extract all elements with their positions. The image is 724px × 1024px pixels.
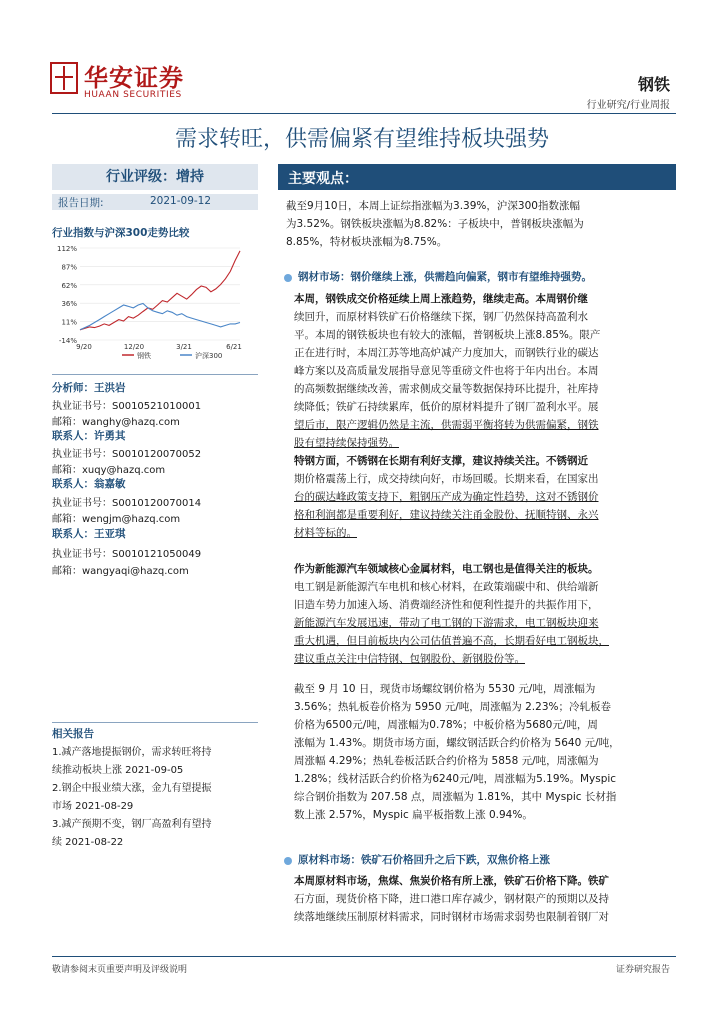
contact-email-3: 邮箱：wangyaqi@hazq.com: [52, 566, 189, 577]
report-type: 行业研究/行业周报: [586, 100, 670, 111]
related-item-date: 市场 2021-08-29: [52, 801, 134, 812]
logo-text: 华安证券: [84, 64, 184, 92]
related-item-date: 续推动板块上涨 2021-09-05: [52, 765, 184, 776]
contact-header-3: 联系人：王亚琪: [52, 528, 126, 540]
legend-label: 钢铁: [137, 352, 151, 360]
intro-paragraph: 截至9月10日，本周上证综指涨幅为3.39%，沪深300指数涨幅 为3.52%。钢铁板块涨幅为8.82%：子板块中，普钢板块涨幅为 8.85%，特材板块涨幅为8.75%。: [286, 200, 584, 248]
y-tick-label: -14%: [58, 337, 77, 345]
main-points-header: 主要观点：: [288, 171, 358, 187]
footer-disclaimer[interactable]: 敬请参阅末页重要声明及评级说明: [52, 965, 188, 975]
steel-market-paragraph: 本周，钢铁成交价格延续上周上涨趋势，继续走高。本周钢价继 续回升，而原材料铁矿石价格继续下探，钢厂仍然保持高盈利水 平。本周的钢铁板块也有较大的涨幅，普钢板块上涨8.85%。限产 正在进行时，本周江苏等地高炉减产力度加大，而钢铁行业的碳达 峰方案以及高质量发展指导意见等重磅文件也将于年内出台。本周 的高频数据继续改善，需求侧成交量等数据保持环比提升，社库持 续降低；铁矿石持续累库，低价的原材料提升了钢厂盈利水平。展 望后市，限产逻辑仍然是主流，供需弱平衡将转为供需偏紧，钢铁 股有望持续保持强势。: [294, 293, 601, 449]
series-line-沪深300: [80, 304, 240, 330]
special-steel-paragraph: 特钢方面，不锈钢在长期有利好支撑，建议持续关注。不锈钢近 期价格震荡上行，成交持续向好，市场回暖。长期来看，在国家出 台的碳达峰政策支持下，粗钢压产成为确定性趋势，这对不锈钢价 格和利润都是重要利好，建议持续关注甬金股份、抚顺特钢、永兴 材料等标的。: [294, 455, 599, 539]
index-chart-svg: [52, 240, 258, 364]
report-date-label: 报告日期:: [58, 197, 104, 209]
index-chart: [52, 240, 258, 364]
series-line-钢铁: [80, 251, 240, 330]
related-item-date: 续 2021-08-22: [52, 837, 124, 848]
related-header: 相关报告: [52, 728, 94, 740]
main-points-bar: [278, 164, 676, 190]
report-date-row: [52, 194, 258, 210]
related-item[interactable]: 1.减产落地提振钢价，需求转旺将持: [52, 747, 212, 758]
contact-email-2: 邮箱：wengjm@hazq.com: [52, 514, 181, 525]
contact-cert-1: 执业证书号：S0010120070052: [52, 449, 202, 460]
analyst-header: 分析师：王洪岩: [52, 382, 126, 394]
contact-cert-2: 执业证书号：S0010120070014: [52, 498, 202, 509]
y-tick-label: 62%: [61, 281, 77, 290]
contact-cert-3: 执业证书号：S0010121050049: [52, 549, 202, 560]
raw-material-paragraph: 本周原材料市场，焦煤、焦炭价格有所上涨，铁矿石价格下降。铁矿 石方面，现货价格下降，进口港口库存减少，钢材限产的预期以及持 续落地继续压制原材料需求，同时钢材市场需求弱势也限制着钢厂对: [294, 875, 609, 923]
logo-english: HUAAN SECURITIES: [84, 90, 182, 100]
raw-material-header: 原材料市场：铁矿石价格回升之后下跌，双焦价格上涨: [298, 854, 550, 866]
related-divider: [52, 722, 258, 723]
related-list: [52, 744, 262, 852]
legend-label: 沪深300: [195, 352, 223, 360]
y-tick-label: 36%: [61, 300, 77, 309]
y-tick-label: 112%: [56, 245, 77, 253]
bullet-dot: [284, 857, 292, 865]
contact-header-1: 联系人：许勇其: [52, 430, 126, 442]
chart-title: 行业指数与沪深300走势比较: [52, 227, 190, 239]
industry-rating: 行业评级：增持: [52, 164, 258, 190]
x-tick-label: 6/21: [226, 343, 242, 351]
electrical-steel-paragraph: 作为新能源汽车领域核心金属材料，电工钢也是值得关注的板块。 电工钢是新能源汽车电机和核心材料，在政策端碳中和、供给端新 旧造车势力加速入场、消费端经济性和便利性提升的共振作用下， 新能源汽车发展迅速，带动了电工钢的下游需求，电工钢板块迎来 重大机遇，但目前板块内公司估值普遍不高，长期看好电工钢板块， 建议重点关注中信特钢、包钢股份、新钢股份等。: [294, 563, 609, 665]
header-divider: [52, 113, 676, 114]
price-data-paragraph: 截至 9 月 10 日，现货市场螺纹钢价格为 5530 元/吨，周涨幅为 3.56%；热轧板卷价格为 5950 元/吨，周涨幅为 2.23%；冷轧板卷 价格为6500元/吨，周涨幅为0.78%；中板价格为5680元/吨，周 涨幅为 1.43%。期货市场方面，螺纹钢活跃合约价格为 5640 元/吨， 周涨幅 4.29%；热轧卷板活跃合约价格为 5858 元/吨，周涨幅为 1.28%；线材活跃合约价格为6240元/吨，周涨幅为5.19%。Myspic 综合钢价指数为 207.58 点，周涨幅为 1.81%，其中 Myspic 长材指 数上涨 2.57%，Myspic 扁平板指数上涨 0.94%。: [294, 683, 620, 821]
analyst-email: 邮箱：wanghy@hazq.com: [52, 417, 180, 428]
report-date-value: 2021-09-12: [150, 195, 212, 207]
footer-label: 证券研究报告: [615, 965, 670, 975]
sector-label: 钢铁: [637, 75, 670, 94]
contact-email-1: 邮箱：xuqy@hazq.com: [52, 465, 166, 476]
page-title: 需求转旺，供需偏紧有望维持板块强势: [174, 127, 549, 152]
x-tick-label: 3/21: [176, 343, 192, 351]
x-tick-label: 12/20: [123, 343, 145, 351]
y-tick-label: 87%: [61, 263, 77, 272]
footer-divider: [52, 956, 676, 957]
related-item[interactable]: 3.减产预期不变，钢厂高盈利有望持: [52, 819, 212, 830]
analyst-cert: 执业证书号：S0010521010001: [52, 401, 202, 412]
bullet-dot: [284, 274, 292, 282]
steel-market-header: 钢材市场：钢价继续上涨，供需趋向偏紧，钢市有望维持强势。: [298, 271, 592, 283]
logo-mark: [50, 62, 78, 94]
related-item[interactable]: 2.钢企中报业绩大涨，金九有望提振: [52, 783, 212, 794]
x-tick-label: 9/20: [76, 343, 92, 351]
left-divider: [52, 374, 258, 375]
contact-header-2: 联系人：翁嘉敏: [52, 478, 126, 490]
y-tick-label: 11%: [61, 318, 77, 327]
